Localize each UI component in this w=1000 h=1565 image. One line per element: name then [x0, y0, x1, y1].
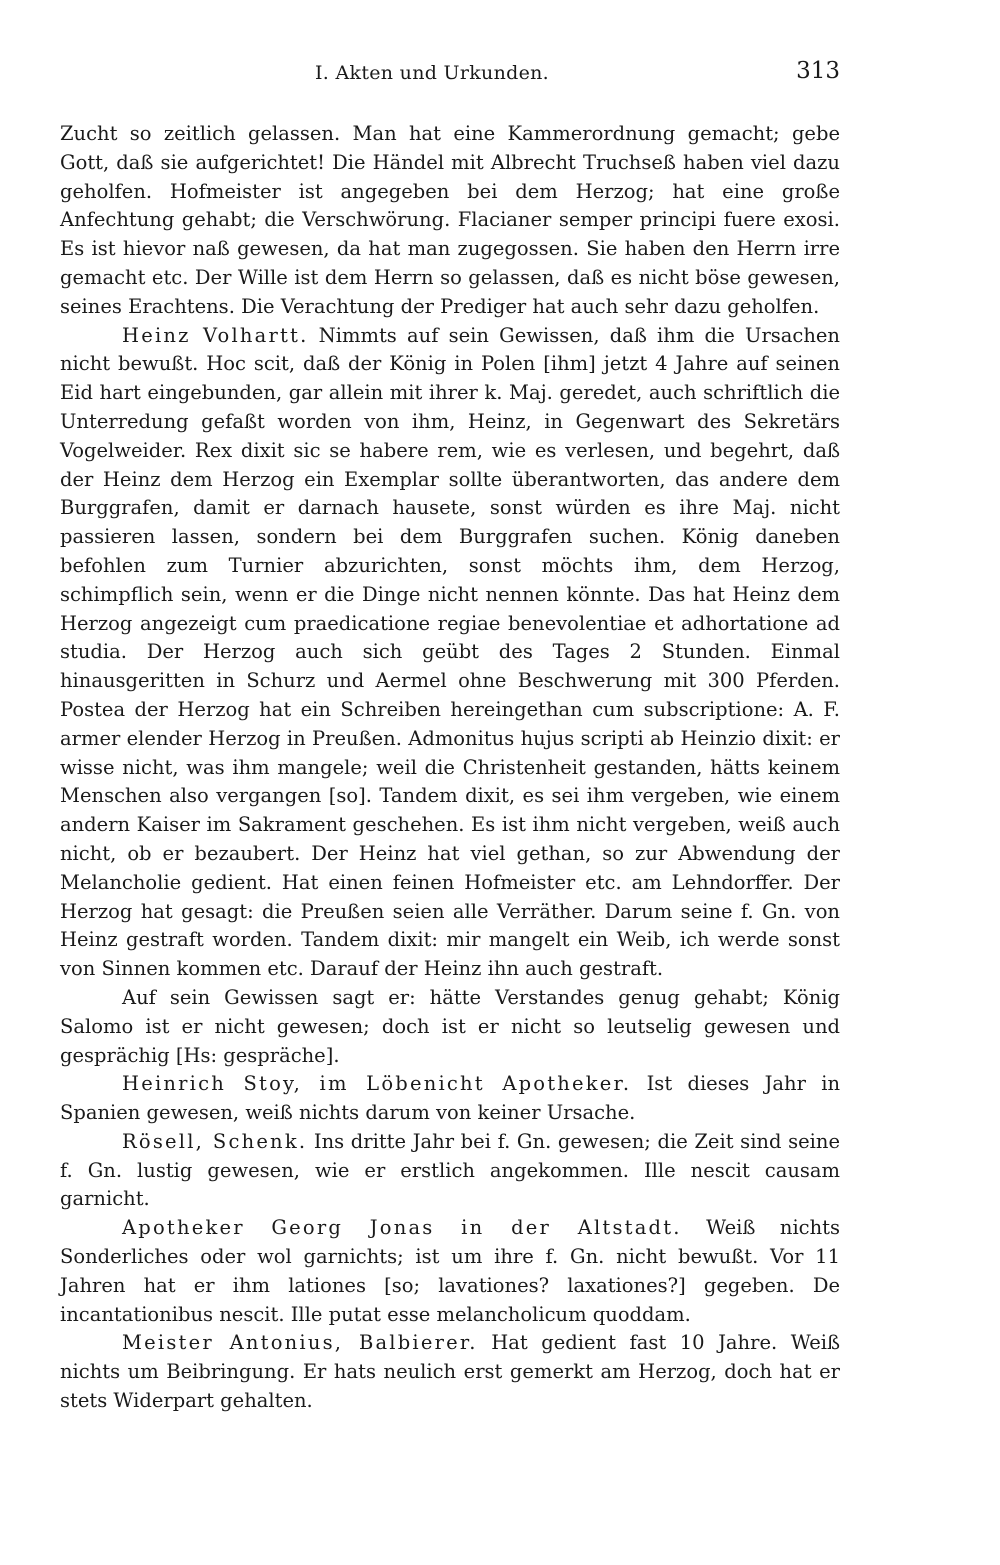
paragraph-text: Auf sein Gewissen sagt er: hätte Verstandes genug gehabt; König Salomo ist er nicht gewesen; doch ist er nicht so leutselig gewesen und gesprächig [Hs: gespräche]. — [60, 985, 840, 1067]
page-number: 313 — [796, 58, 840, 84]
paragraph-text: Hat gedient fast 10 Jahre. Weiß nichts um Beibringung. Er hats neulich erst gemerkt am Herzog, doch hat er stets Widerpart gehalten. — [60, 1331, 840, 1413]
paragraph-meister-antonius — [60, 1329, 840, 1415]
paragraph-text: Ins dritte Jahr bei f. Gn. gewesen; die Zeit sind seine f. Gn. lustig gewesen, wie er erstlich angekommen. Ille nescit causam garnicht. — [60, 1129, 840, 1211]
speaker-name: Heinrich Stoy, im Löbenicht Apotheker. — [122, 1072, 632, 1096]
speaker-name: Rösell, Schenk. — [122, 1129, 308, 1153]
paragraph-auf-sein-gewissen — [60, 984, 840, 1070]
paragraph-text: Nimmts auf sein Gewissen, daß ihm die Ursachen nicht bewußt. Hoc scit, daß der König in Polen [ihm] jetzt 4 Jahre auf seinen Eid hart eingebunden, gar allein mit ihrer k. Maj. geredet, auch schriftlich die Unterredung gefaßt worden von ihm, Heinz, in Gegenwart des Sekretärs Vogelweider. Rex dixit sic se habere rem, wie es verlesen, und begehrt, daß der Heinz dem Herzog ein Exemplar sollte überantworten, das andere dem Burggrafen, damit er darnach hausete, sonst würden es ihre Maj. nicht passieren lassen, sondern bei dem Burggrafen suchen. König daneben befohlen zum Turnier abzurichten, sonst möchts ihm, dem Herzog, schimpflich sein, wenn er die Dinge nicht nennen könnte. Das hat Heinz dem Herzog angezeigt cum praedicatione regiae benevolentiae et adhortatione ad studia. Der Herzog auch sich geübt des Tages 2 Stunden. Einmal hinausgeritten in Schurz und Aermel ohne Beschwerung mit 300 Pferden. Postea der Herzog hat ein Schreiben hereingethan cum subscriptione: A. F. armer elender Herzog in Preußen. Admonitus hujus scripti ab Heinzio dixit: er wisse nicht, was ihm mangele; weil die Christenheit gestanden, hätts keinem Menschen also vergangen [so]. Tandem dixit, es sei ihm vergeben, wie einem andern Kaiser im Sakrament geschehen. Es ist ihm nicht vergeben, weiß auch nicht, ob er bezaubert. Der Heinz hat viel gethan, so zur Abwendung der Melancholie gedient. Hat einen feinen Hofmeister etc. am Lehndorffer. Der Herzog hat gesagt: die Preußen seien alle Verräther. Darum seine f. Gn. von Heinz gestraft worden. Tandem dixit: mir mangelt ein Weib, ich werde sonst von Sinnen kommen etc. Darauf der Heinz ihn auch gestraft. — [60, 323, 840, 981]
paragraph-text: Ist dieses Jahr in Spanien gewesen, weiß nichts darum von keiner Ursache. — [60, 1072, 840, 1125]
paragraph-georg-jonas — [60, 1214, 840, 1329]
paragraph-text: Weiß nichts Sonderliches oder wol garnichts; ist um ihre f. Gn. nicht bewußt. Vor 11 Jahren hat er ihm lationes [so; lavationes? laxationes?] gegeben. De incantationibus nescit. Ille putat esse melancholicum quoddam. — [60, 1216, 841, 1326]
body-text — [60, 120, 840, 1416]
speaker-name: Heinz Volhartt. — [122, 323, 309, 347]
paragraph-heinz-volhartt — [60, 322, 840, 984]
paragraph-text: Zucht so zeitlich gelassen. Man hat eine Kammerordnung gemacht; gebe Gott, daß sie aufgerichtet! Die Händel mit Albrecht Truchseß haben viel dazu geholfen. Hofmeister ist angegeben bei dem Herzog; hat eine große Anfechtung gehabt; die Verschwörung. Flacianer semper principi fuere exosi. Es ist hievor naß gewesen, da hat man zugegossen. Sie haben den Herrn irre gemacht etc. Der Wille ist dem Herrn so gelassen, daß es nicht böse gewesen, seines Erachtens. Die Verachtung der Prediger hat auch sehr dazu geholfen. — [60, 122, 840, 318]
paragraph-continuation — [60, 120, 840, 322]
paragraph-heinrich-stoy — [60, 1070, 840, 1128]
page-header — [60, 58, 840, 92]
speaker-name: Apotheker Georg Jonas in der Altstadt. — [122, 1216, 682, 1240]
running-head: I. Akten und Urkunden. — [315, 62, 550, 84]
paragraph-roesell — [60, 1128, 840, 1214]
speaker-name: Meister Antonius, Balbierer. — [122, 1331, 478, 1355]
